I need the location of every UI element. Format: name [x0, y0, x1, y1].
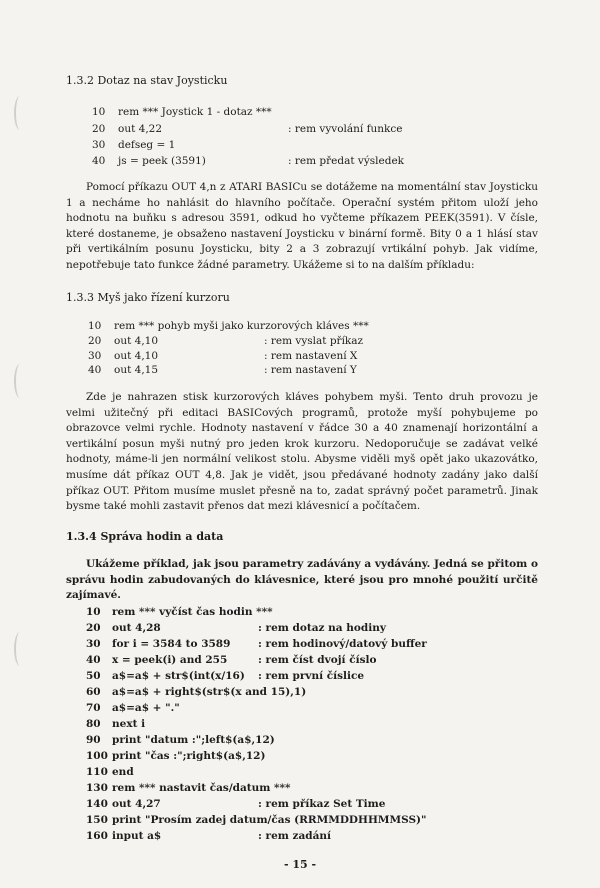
code-text: rem *** pohyb myši jako kurzorových kláves ***: [114, 320, 369, 332]
code-comment: : rem nastavení X: [264, 350, 358, 362]
binder-hole-mark: [14, 96, 26, 130]
code-text: print "čas :";right$(a$,12): [112, 750, 266, 762]
line-number: 60: [86, 686, 101, 698]
code-line: [88, 335, 364, 347]
code-line: [86, 750, 265, 762]
line-number: 40: [92, 155, 106, 167]
code-line: [88, 364, 357, 376]
code-line: [86, 814, 427, 826]
code-comment: : rem první číslice: [258, 670, 365, 682]
line-number: 110: [86, 766, 108, 778]
paragraph-text: Pomocí příkazu OUT 4,n z ATARI BASICu se dotážeme na momentální stav Joysticku 1 a necháme ho nahlásit do hlavního počítače. Operační systém přitom uloží jeho hodnotu na buňku s adresou 3591, odkud ho vyčteme příkazem PEEK(3591). V čísle, které dostaneme, je obsaženo nastavení Joysticku v binární formě. Bity 0 a 1 hlásí stav při vertikálním posunu Joysticku, bity 2 a 3 zobrazují vrtikální pohyb. Jak vidíme, nepotřebuje tato funkce žádné parametry. Ukážeme si to na dalším příkladu:: [66, 181, 538, 271]
code-comment: : rem dotaz na hodiny: [258, 622, 386, 634]
line-number: 40: [88, 364, 102, 376]
code-line: [86, 622, 386, 634]
line-number: 10: [88, 320, 102, 332]
code-text: rem *** nastavit čas/datum ***: [112, 782, 291, 794]
code-line: [86, 718, 145, 730]
code-text: print "Prosím zadej datum/čas (RRMMDDHHMMSS)": [112, 814, 427, 826]
code-text: a$=a$ + right$(str$(x and 15),1): [112, 686, 307, 698]
line-number: 70: [86, 702, 101, 714]
line-number: 80: [86, 718, 101, 730]
code-line: [86, 686, 306, 698]
code-text: js = peek (3591): [118, 155, 206, 167]
code-text: next i: [112, 718, 146, 730]
code-text: print "datum :";left$(a$,12): [112, 734, 275, 746]
code-comment: : rem číst dvojí číslo: [258, 654, 377, 666]
paragraph: [66, 390, 538, 515]
code-text: out 4,10: [114, 335, 159, 347]
paragraph: [66, 557, 538, 604]
line-number: 50: [86, 670, 101, 682]
line-number: 160: [86, 830, 108, 842]
line-number: 10: [86, 606, 101, 618]
section-heading-1-3-2: 1.3.2 Dotaz na stav Joysticku: [66, 74, 228, 87]
code-line: [86, 798, 386, 810]
line-number: 90: [86, 734, 101, 746]
code-text: end: [112, 766, 134, 778]
binder-hole-mark: [14, 364, 26, 398]
line-number: 130: [86, 782, 108, 794]
code-comment: : rem zadání: [258, 830, 332, 842]
code-text: a$=a$ + str$(int(x/16): [112, 670, 245, 682]
paragraph-text: Ukážeme příklad, jak jsou parametry zadávány a vydávány. Jedná se přitom o správu hodin zabudovaných do klávesnice, které jsou pro mnohé použití určitě zajímavé.: [66, 558, 538, 602]
code-line: [88, 320, 369, 332]
code-comment: : rem nastavení Y: [264, 364, 357, 376]
code-line: [92, 155, 405, 167]
code-line: [86, 654, 377, 666]
paragraph: [66, 180, 538, 274]
line-number: 20: [92, 123, 106, 135]
page-number: - 15 -: [283, 858, 317, 871]
line-number: 30: [88, 350, 102, 362]
code-text: x = peek(i) and 255: [112, 654, 228, 666]
code-line: [86, 670, 365, 682]
code-line: [86, 766, 134, 778]
binder-hole-mark: [14, 632, 26, 666]
code-comment: : rem příkaz Set Time: [258, 798, 386, 810]
code-text: defseg = 1: [118, 139, 176, 151]
code-text: rem *** Joystick 1 - dotaz ***: [118, 106, 272, 118]
section-heading-1-3-4: 1.3.4 Správa hodin a data: [66, 530, 224, 543]
code-line: [92, 139, 175, 151]
code-line: [86, 606, 273, 618]
code-text: for i = 3584 to 3589: [112, 638, 231, 650]
line-number: 20: [86, 622, 101, 634]
line-number: 140: [86, 798, 108, 810]
line-number: 150: [86, 814, 108, 826]
code-line: [88, 350, 358, 362]
code-text: out 4,22: [118, 123, 163, 135]
code-comment: : rem předat výsledek: [288, 155, 405, 167]
code-text: out 4,15: [114, 364, 159, 376]
line-number: 40: [86, 654, 101, 666]
code-line: [92, 106, 272, 118]
line-number: 30: [92, 139, 106, 151]
code-line: [86, 782, 291, 794]
paragraph-text: Zde je nahrazen stisk kurzorových kláves pohybem myši. Tento druh provozu je velmi užitečný při editaci BASICových programů, protože myší pohybujeme po obrazovce velmi rychle. Hodnoty nastavení v řádce 30 a 40 znamenají horizontální a vertikální posun myši nutný pro jeden krok kurzoru. Nedoporučuje se zadávat velké hodnoty, máme-li jen normální velikost stolu. Abysme viděli myš opět jako ukazovátko, musíme dát příkaz OUT 4,8. Jak je vidět, jsou předávané hodnoty zadány jako další příkaz OUT. Přitom musíme muslet přesně na to, zadat správný počet parametrů. Jinak bysme také mohli zastavit přenos dat mezi klávesnicí a počítačem.: [66, 391, 538, 513]
code-line: [86, 638, 427, 650]
code-text: out 4,10: [114, 350, 159, 362]
code-comment: : rem hodinový/datový buffer: [258, 638, 427, 650]
code-text: out 4,27: [112, 798, 161, 810]
code-line: [92, 123, 403, 135]
code-text: input a$: [112, 830, 162, 842]
code-line: [86, 702, 180, 714]
code-text: rem *** vyčíst čas hodin ***: [112, 606, 273, 618]
code-text: out 4,28: [112, 622, 161, 634]
code-comment: : rem vyslat příkaz: [264, 335, 364, 347]
code-line: [86, 734, 275, 746]
code-line: [86, 830, 332, 842]
line-number: 100: [86, 750, 108, 762]
line-number: 20: [88, 335, 102, 347]
line-number: 10: [92, 106, 106, 118]
line-number: 30: [86, 638, 101, 650]
code-text: a$=a$ + ".": [112, 702, 180, 714]
code-comment: : rem vyvolání funkce: [288, 123, 403, 135]
section-heading-1-3-3: 1.3.3 Myš jako řízení kurzoru: [66, 291, 230, 304]
